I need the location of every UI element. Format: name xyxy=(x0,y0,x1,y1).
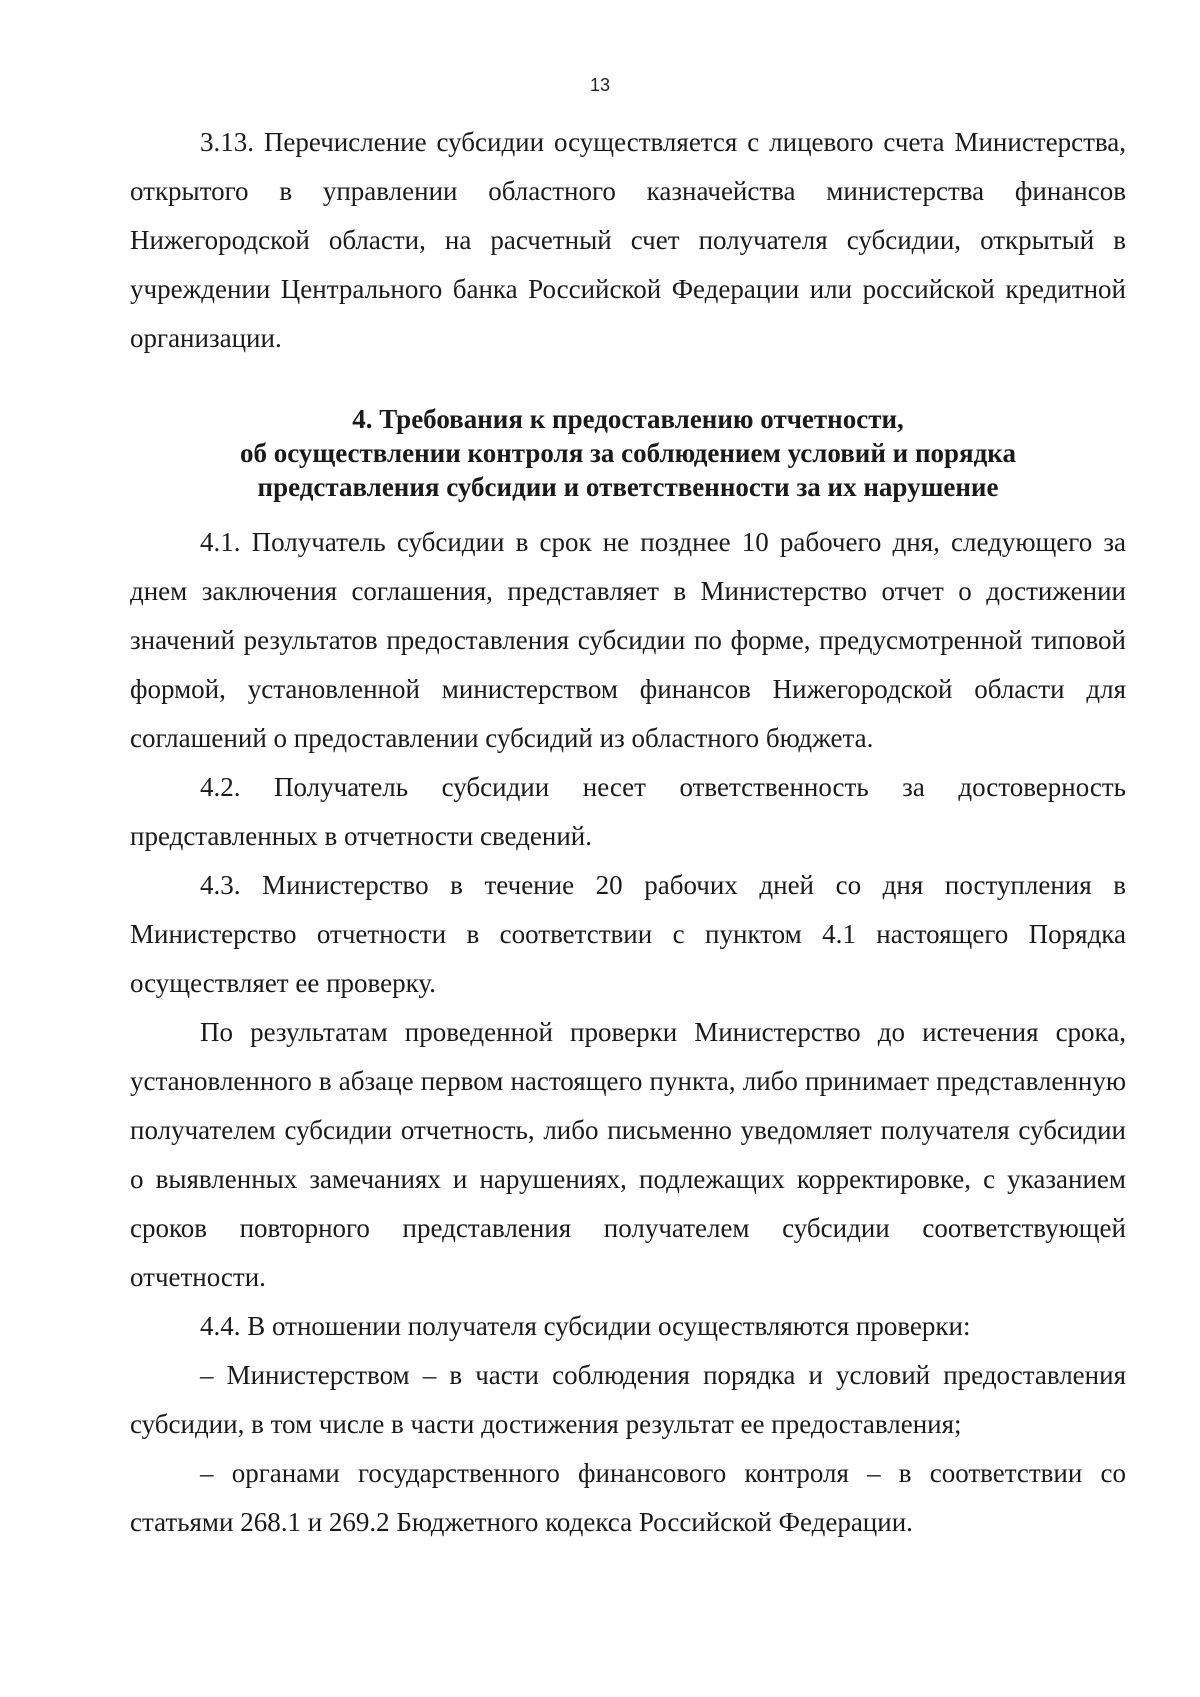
document-body xyxy=(130,118,1126,1547)
page-number: 13 xyxy=(589,75,611,95)
paragraph-4-4-control-bodies: – органами государственного финансового контроля – в соответствии со статьями 268.1 и 269.2 Бюджетного кодекса Российской Федерации. xyxy=(130,1458,1126,1537)
section-4-heading-line-2: об осуществлении контроля за соблюдением условий и порядка xyxy=(240,438,1016,468)
section-4-heading-line-1: 4. Требования к предоставлению отчетности, xyxy=(352,404,904,434)
paragraph-4-3: 4.3. Министерство в течение 20 рабочих дней со дня поступления в Министерство отчетности в соответствии с пунктом 4.1 настоящего Порядка осуществляет ее проверку. xyxy=(130,870,1126,998)
paragraph-4-4: 4.4. В отношении получателя субсидии осуществляются проверки: xyxy=(200,1311,971,1341)
paragraph-3-13: 3.13. Перечисление субсидии осуществляется с лицевого счета Министерства, открытого в управлении областного казначейства министерства финансов Нижегородской области, на расчетный счет получателя субсидии, открытый в учреждении Центрального банка Российской Федерации или российской кредитной организации. xyxy=(130,127,1126,353)
paragraph-4-4-ministry: – Министерством – в части соблюдения порядка и условий предоставления субсидии, в том числе в части достижения результат ее предоставления; xyxy=(130,1360,1126,1439)
paragraph-4-2: 4.2. Получатель субсидии несет ответственность за достоверность представленных в отчетности сведений. xyxy=(130,772,1126,851)
paragraph-4-1: 4.1. Получатель субсидии в срок не позднее 10 рабочего дня, следующего за днем заключения соглашения, представляет в Министерство отчет о достижении значений результатов предоставления субсидии по форме, предусмотренной типовой формой, установленной министерством финансов Нижегородской области для соглашений о предоставлении субсидий из областного бюджета. xyxy=(130,527,1126,753)
section-4-heading-line-3: представления субсидии и ответственности за их нарушение xyxy=(257,472,999,502)
section-4-heading xyxy=(130,402,1126,504)
paragraph-4-3-results: По результатам проведенной проверки Министерство до истечения срока, установленного в абзаце первом настоящего пункта, либо принимает представленную получателем субсидии отчетность, либо письменно уведомляет получателя субсидии о выявленных замечаниях и нарушениях, подлежащих корректировке, с указанием сроков повторного представления получателем субсидии соответствующей отчетности. xyxy=(130,1017,1126,1292)
